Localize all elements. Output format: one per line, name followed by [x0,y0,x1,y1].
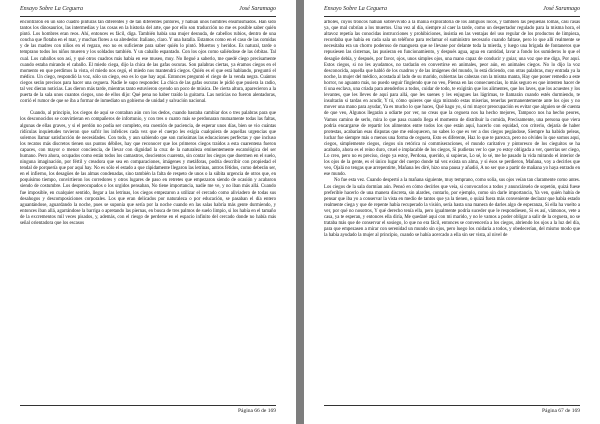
book-title: Ensayo Sobre La Ceguera [324,6,387,12]
page-right [304,0,600,424]
paragraph: Cuando, al principio, los ciegos de aquí se contaban aún con los dedos, cuando bastaba cambiar dos o tres palabras para que los desconocidos se convirtieran en compañeros de infortunio, y con tres o cuatro más se perdonaran mutuamente todas las faltas, algunas de ellas graves, y si el perdón no podía ser completo, era cuestión de paciencia, de esperar unos días, bien se vio cuántas ridículas inquietudes tuvieron que sufrir los infelices cada vez que el cuerpo les exigía cualquiera de aquellas urgencias que solemos llamar satisfacción de necesidades. Con todo, y aun sabiendo que son raríssimas las educaciones perfectas y que incluso los recatos más discretos tienen sus puntos débiles, hay que reconocer que los primeros ciegos traídos a esta cuarentena fueron capaces, con mayor o menor conciencia, de llevar con dignidad la cruz de la naturaleza eminentemente escatológica del ser humano. Pero ahora, ocupados como están todos los camastros, doscientos cuarenta, sin contar los ciegos que duermen en el suelo, ninguna imaginación, por fértil y creadora que sea en comparaciones, imágenes y metáforas, podría describir con propiedad el tendal de porquería que por aquí hay. No es sólo el estado a que rápidamente llegaron las letrinas, antros fétidos, como deberán ser, en el infierno, los desagües de las almas condenadas, sino también la falta de respeto de unos o la súbita urgencia de otros que, en poquísimo tiempo, convirtieron los corredores y otros lugares de paso en retretes que empezaron siendo de ocasión y acabaron siendo de costumbre. Los despreocupados o los urgidos pensaban, No tiene importancia, nadie me ve, y no iban más allá. Cuando fue imposible, en cualquier sentido, llegar a las letrinas, los ciegos empezaron a utilizar el cercado como aliviadero de todas sus desahogos y descomposiciones corporales. Los que eran delicados por naturaleza o por educación, se pasaban el día entero aguantándose, aguardando la noche, pues se suponía que sería por la noche cuando en las salas habría más gente durmiendo, y entonces iban allá, agarrándose la barriga o apretando las piernas, en busca de tres palmos de suelo limpio, si los había en el tamaño de la excrementos mil veces pisados, y, además, con el riesgo de perderse en el espacio infinito del cercado donde no había más señal orientadora que los escasos [20,111,276,226]
book-title: Ensayo Sobre La Ceguera [20,6,83,12]
page-footer [20,405,276,416]
paragraph: árboles, cuyos troncos habían sobrevivido a la manía exploratoria de los antiguos locos, y también las pequeñas lomas, casi rasas ya, que mal cubrían a los muertos. Una vez al día, siempre al caer la tarde, como un despertador regulado para la misma hora, el altavoz repetía las conocidas instrucciones y prohibiciones, insistía en las ventajas del uso regular de los productos de limpieza, recordaba que había en cada sala un teléfono para reclamar el suministro necesario cuando faltase, pero lo que allí realmente se necesitaba era un chorro poderoso de manguera que se llevase por delante toda la mierda, y luego una brigada de fontaneros que repusiesen las cisternas, las pusieran en funcionamiento, y después agua, agua en cantidad, lavar a fondo los sumideros lo que el desagüe debía, y después, por favor, ojos, unos simples ojos, una mano capaz de conducir y guiar, una voz que me diga, Por aquí. Estos ciegos, si no les ayudamos, no tardarán en convertirse en animales, peor aún, en animales ciegos. No lo dijo la voz desconocida, aquella que habló de los cuadros y de las imágenes del mundo, lo está diciendo, con otras palabras, muy entrada ya la noche, la mujer del médico, acostada al lado de su marido, cubiertas las cabezas con la misma manta, Hay que poner remedio a este horror, no aguanto más, no puedo seguir fingiendo que no veo, Piensa en las consecuencias, lo más seguro es que intenten hacer de ti una esclava, una criada para atenderlos a todos, cuidar de todo, te exigirán que los alimentes, que los laves, que los acuestes y los levantes, que les lleves de aquí para allá, que les suenes y les enjugues las lágrimas, te llamarán cuando estés durmiendo, te insultarán si tardas en acudir, Y tú, cómo quieres que siga mirando estas miserias, tenerlas permanentemente ante los ojos y no mover una mano para ayudar, Ya es mucho lo que haces, Qué hago yo, si mi mayor preocupación es evitar que alguien se dé cuenta de que veo, Algunos llegarán a odiarte por ver, no creas que la ceguera nos ha hecho mejores, Tampoco nos ha hecho peores, Vamos camino de serlo, mira lo que pasa cuando llega el momento de distribuir la comida, Precisamente, una persona que viera podría encargarse de repartir los alimentos entre todos los que están aquí, hacerlo con equidad, con criterio, dejaría de haber protestas, acabarían esas disputas que me enloquecen, no sabes lo que es ver a dos ciegos pegándose, Siempre ha habido peleas, luchar fue siempre más o menos una forma de ceguera, Esto es diferente, Haz lo que te parezca, pero no olvides lo que somos aquí, ciegos, simplemente ciegos, ciegos sin retórica ni commiseraciones, el mundo caritativo y pintoresco de los cieguitos se ha acabado, ahora es el reino duro, cruel e implacable de los ciegos, Si pudieras ver lo que yo estoy obligada a ver, querrías ser ciego, Lo creo, pero no es preciso, ciego ya estoy, Perdona, querido, si supieras, Lo sé, lo sé, me he pasado la vida mirando el interior de los ojos de la gente, es el único lugar del cuerpo donde tal vez exista un alma, y si ésos se perdieron, Mañana, voy a decirles que veo, Ojalá no tengas que arrepentirte, Mañana les diré, hizo una pausa y añadió, A no ser que a partir de mañana yo haya entrado en ese mundo. [324,20,580,178]
page-left [0,0,296,424]
page-footer [324,405,580,416]
page-number: Página 67 de 169 [541,408,580,414]
page-body [324,20,580,400]
page-header [324,5,580,17]
page-header [20,5,276,17]
book-author: José Saramago [239,6,276,12]
book-author: José Saramago [543,6,580,12]
paragraph: encontraron en un solo cuadro pinturas tan diferentes y de tan diferentes pintores, y habían unos hombres ensimismados. Han sido tantos los dinosaurios, las intermedias y las cosas en la historia del arte, que por ello son traducción no me es posible saber quién pintó. Los hombres eran reos. Ahí, entonces es fácil, diga. También había una mujer desnuda, de cabellos rubios, dentro de una concha que flotaba en el mar, y muchas flores a su alrededor. Italiano, claro. Y una batalla. Estamos como en el caso de las comidas y de las madres con niños en el regazo, eso no es suficiente para saber quién lo pintó. Muertos y heridos. Es natural, tarde o temprano todos los niños mueren y los soldados también. Y un caballo espantado. Con los ojos como saliéndose de las órbitas. Tal cual. Los caballos son así, y qué otros cuadros más había en ese museo, muy. No llegué a saberlo, me quedé ciego precisamente cuando estaba mirando el caballo. El miedo ciega, dijo la chica de las gafas oscuras. Son palabras ciertas, ya éramos ciegos en el momento en que perdimos la vista, el miedo nos cegó, el miedo nos mantendrá ciegos. Quién es el que está hablando, preguntó el médico. Un ciego, respondió la voz, sólo un ciego, eso es lo que hay aquí. Entonces preguntó el ciego de la venda negra. Cuántos ciegos serán precisos para hacer una ceguera. Nadie le supo responder. La chica de las gafas oscuras le pidió que pusiera la radio, tal vez dieran noticias. Las dieron más tarde, mientras tanto estuvieron oyendo un poco de música. De cierta altura, aparecieron a la puerta de la sala unos cuantos ciegos, uno de ellos dijo: Qué pena no haber traído la guitarra. Las noticias no fueron alentadoras, corrió el rumor de que se iba a formar de inmediato un gobierno de unidad y salvación nacional. [20,20,276,105]
page-gutter [296,0,304,424]
page-body [20,20,276,400]
page-number: Página 66 de 169 [237,408,276,414]
paragraph: No fue esta vez. Cuando despertó a la mañana siguiente, muy temprano, como solía, sus ojos veían tan claramente como antes. Los ciegos de la sala dormían aún. Pensó en cómo decírles que veía, si convocarlos a todos y anunciárselo de sopetón, quizá fuese preferible hacerlo de una manera discreta, sin alardes, contarlo, por ejemplo, como sin darle importancia, Ya ven, quién había de pensar que iba yo a conservar la vista en medio de tantos que ya la tienen, o quizá fuera más conveniente declarar que había estado realmente ciega y que de repente había recuperado la visión, sería hasta una manera de darles algo de esperanza, Si ella ha vuelto a ver, por qué no nosotros, Y qué derecho tenía ella, pero igualmente podría suceder que le respondiesen, Si es así, vámonos, vete a casa, ya te esperan, y entonces ella diría, Me quedaré aquí con mi marido, y no le vamos a poder obligar a salir de la ceguera, no se trataba más que de conservar el sosiego, lo que no era fácil, entonces se convencería a los ciegos, abriendo los ojos a la luz del día, para que empezasen a mirar con serenidad un mundo sin ojos, pero luego los cuidaría a todos, y obedecerían, del mismo modo que la había ayudado la mujer al principio, cuando se había acercado a ella sin ser vista, al nivel de [324,178,580,239]
